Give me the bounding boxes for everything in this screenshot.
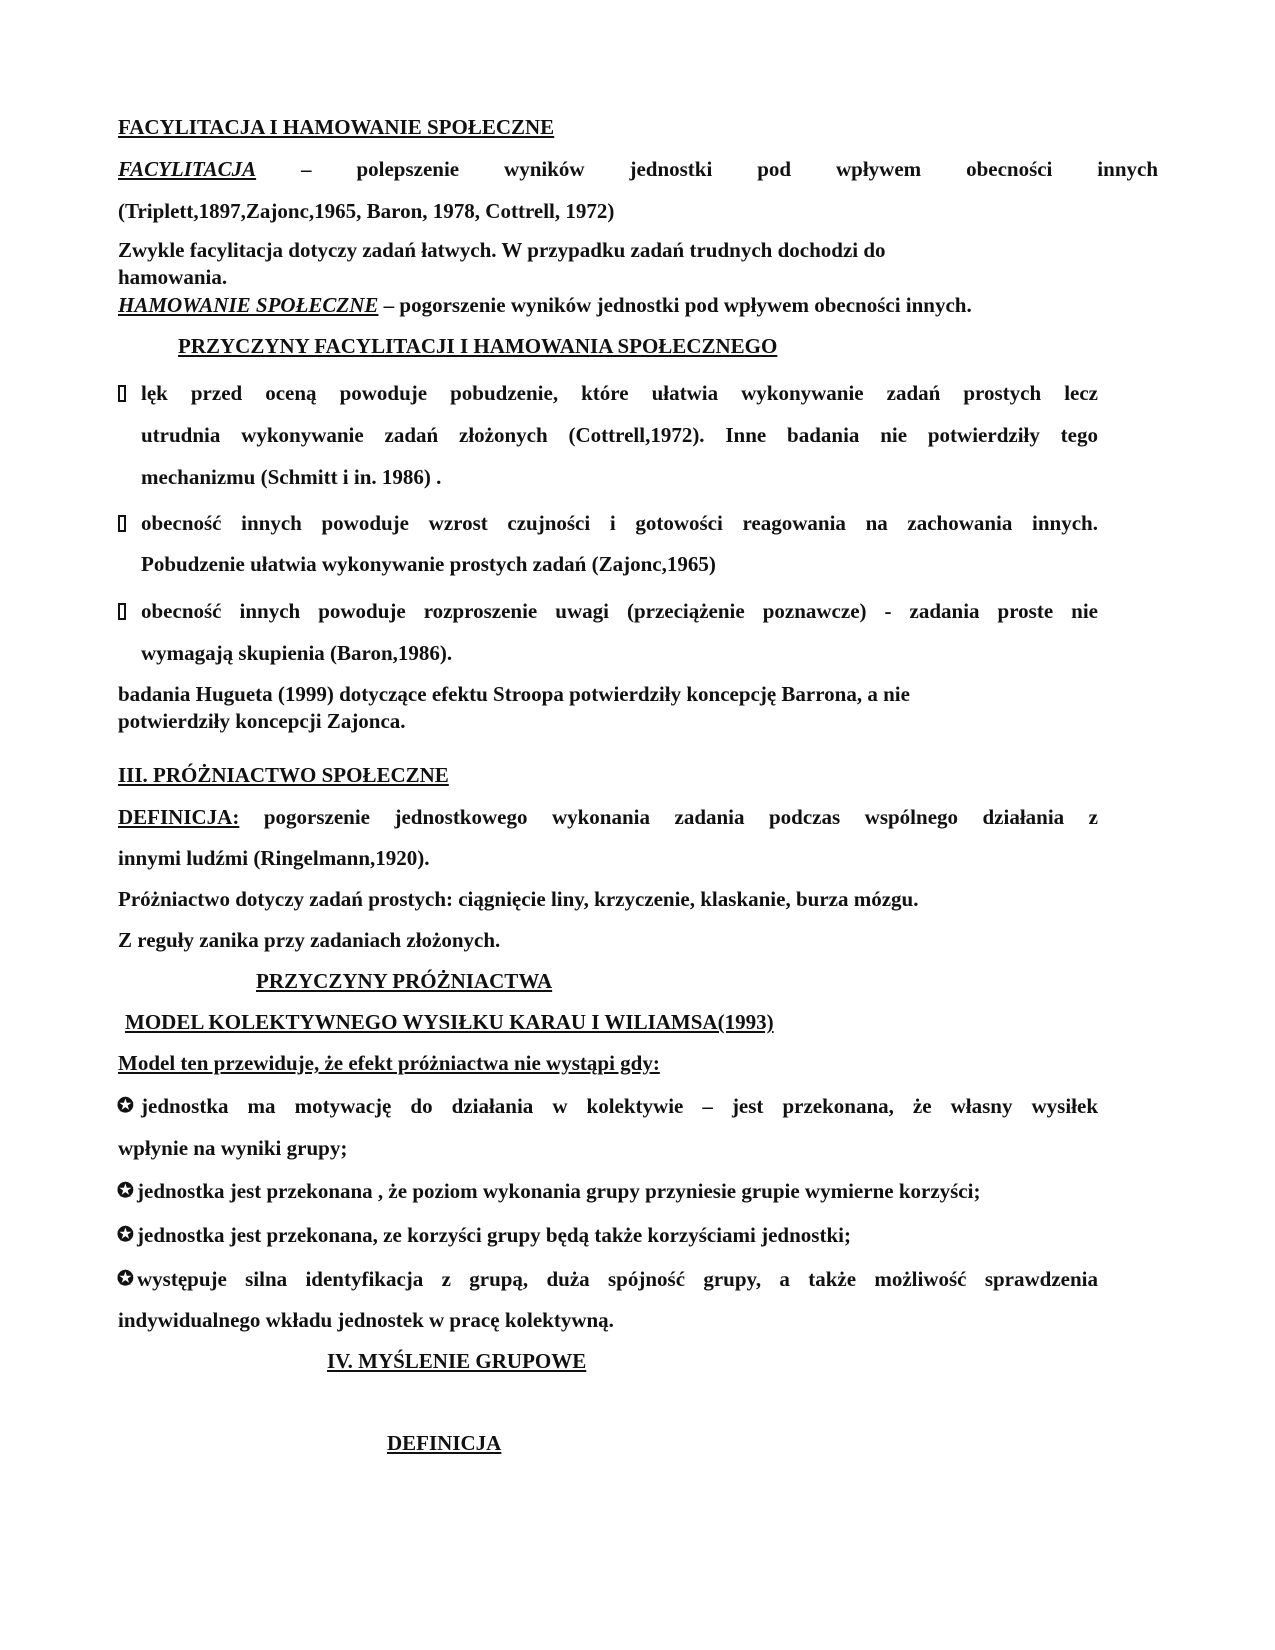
section-title-facylitacja: FACYLITACJA I HAMOWANIE SPOŁECZNE	[118, 115, 555, 139]
prozniactwo-simple-tasks: Próżniactwo dotyczy zadań prostych: ciągnięcie liny, krzyczenie, klaskanie, burza mózgu.	[118, 887, 919, 911]
prozniactwo-def-text: pogorszenie jednostkowego wykonania zadania podczas wspólnego działania z	[239, 805, 1098, 829]
gear-bullet-icon: ✪	[117, 1268, 134, 1290]
cause-3-line-1: obecność innych powoduje rozproszenie uwagi (przeciążenie poznawcze) - zadania proste nie	[141, 599, 1098, 623]
facylitacja-note-line-2: hamowania.	[118, 265, 228, 289]
gear-bullet-icon: ✪	[117, 1095, 134, 1117]
condition-1-line-2: wpłynie na wyniki grupy;	[118, 1136, 348, 1160]
facylitacja-definition	[118, 156, 1158, 182]
prozniactwo-complex-tasks: Z reguły zanika przy zadaniach złożonych.	[118, 928, 501, 952]
hugueta-line-1: badania Hugueta (1999) dotyczące efektu Stroopa potwierdziły koncepcję Barrona, a nie	[118, 682, 910, 706]
hamowanie-definition-text: – pogorszenie wyników jednostki pod wpływem obecności innych.	[378, 293, 972, 317]
prozniactwo-definition-line-2: innymi ludźmi (Ringelmann,1920).	[118, 846, 430, 870]
prozniactwo-definition	[118, 804, 1098, 830]
myslenie-subheading: DEFINICJA	[387, 1431, 502, 1455]
cause-1-line-1: lęk przed oceną powoduje pobudzenie, które ułatwia wykonywanie zadań prostych lecz	[141, 381, 1098, 405]
condition-3-line-1: jednostka jest przekonana, ze korzyści grupy będą także korzyściami jednostki;	[137, 1223, 851, 1247]
hamowanie-term: HAMOWANIE SPOŁECZNE	[118, 293, 379, 317]
cause-2-line-1: obecność innych powoduje wzrost czujności i gotowości reagowania na zachowania innych.	[141, 511, 1098, 535]
bullet-box-icon	[118, 603, 126, 620]
condition-4-line-2: indywidualnego wkładu jednostek w pracę kolektywną.	[118, 1308, 614, 1332]
gear-bullet-icon: ✪	[117, 1224, 134, 1246]
hamowanie-definition	[118, 292, 1158, 318]
cause-3-line-2: wymagają skupienia (Baron,1986).	[141, 641, 453, 665]
causes-heading-facylitacja: PRZYCZYNY FACYLITACJI I HAMOWANIA SPOŁECZNEGO	[178, 334, 778, 358]
model-intro: Model ten przewiduje, że efekt próżniactwa nie wystąpi gdy:	[118, 1051, 660, 1075]
bullet-box-icon	[118, 515, 126, 532]
causes-heading-prozniactwo: PRZYCZYNY PRÓŻNIACTWA	[256, 969, 553, 993]
facylitacja-citations: (Triplett,1897,Zajonc,1965, Baron, 1978, Cottrell, 1972)	[118, 199, 615, 223]
facylitacja-definition-text: – polepszenie wyników jednostki pod wpływem obecności innych	[256, 157, 1158, 181]
model-heading: MODEL KOLEKTYWNEGO WYSIŁKU KARAU I WILIAMSA(1993)	[125, 1010, 774, 1034]
facylitacja-note-line-1: Zwykle facylitacja dotyczy zadań łatwych. W przypadku zadań trudnych dochodzi do	[118, 238, 886, 262]
condition-1-line-1: jednostka ma motywację do działania w kolektywie – jest przekonana, że własny wysiłek	[141, 1094, 1098, 1118]
hugueta-line-2: potwierdziły koncepcji Zajonca.	[118, 709, 406, 733]
section-title-myslenie: IV. MYŚLENIE GRUPOWE	[327, 1349, 587, 1373]
facylitacja-term: FACYLITACJA	[118, 157, 257, 181]
condition-4-line-1: występuje silna identyfikacja z grupą, duża spójność grupy, a także możliwość sprawdzenia	[137, 1267, 1098, 1291]
bullet-box-icon	[118, 385, 126, 402]
condition-2-line-1: jednostka jest przekonana , że poziom wykonania grupy przyniesie grupie wymierne korzyści;	[137, 1179, 981, 1203]
prozniactwo-def-label: DEFINICJA:	[118, 805, 240, 829]
cause-1-line-3: mechanizmu (Schmitt i in. 1986) .	[141, 465, 442, 489]
section-title-prozniactwo: III. PRÓŻNIACTWO SPOŁECZNE	[118, 763, 449, 787]
cause-1-line-2: utrudnia wykonywanie zadań złożonych (Cottrell,1972). Inne badania nie potwierdziły tego	[141, 423, 1098, 447]
gear-bullet-icon: ✪	[117, 1180, 134, 1202]
cause-2-line-2: Pobudzenie ułatwia wykonywanie prostych zadań (Zajonc,1965)	[141, 552, 716, 576]
